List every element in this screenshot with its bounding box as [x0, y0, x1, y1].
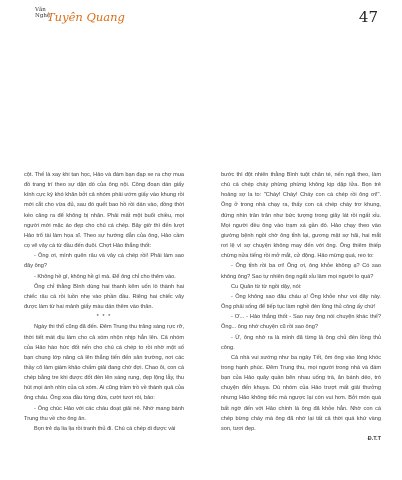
page-number: 47: [358, 8, 378, 26]
paragraph: Ngày thi thổ cũng đã đến. Đêm Trung thu trăng sáng rực rỡ, thời tiết mát dịu làm cho cả xóm nhộn nhịp hẳn lên. Cả nhóm của Hảo háo hức đốt nến cho chú cá chép to rồi nhờ một số bạn chung lớp nâng cả lên thẳng tiến đến sân trường, nơi các thầy cô làm giám khảo chấm giải đang chờ đợi. Chao ôi, con cá chép bằng tre khi được đốt đèn lên sáng rung, đẹp lộng lẫy, thu hút mọi ánh nhìn của cả xóm. Ai cũng trầm trồ về thành quả của ông cháu. Ông xoa đầu từng đứa, cười tươi rói, bảo:: [24, 324, 184, 402]
paragraph: - Ông không sao đâu cháu ạ! Ông khỏe như voi đây này. Ông phải sống để tiếp tục làm nghề đèn lồng thủ công ấy chứ!: [221, 293, 381, 311]
paragraph: - Không hề gì, không hề gì mà. Để ông chỉ cho thêm vào.: [34, 273, 176, 280]
author-signature: Đ.T.T: [367, 436, 381, 443]
logo-small-text: Văn Nghệ: [35, 7, 51, 19]
paragraph: Cả nhà vui sướng như ba ngày Tết, ôm ông vào lòng khóc trong hạnh phúc. Đêm Trung thu, mọi người trong nhà và đám bạn của Hảo quây quần bên nhau uống trà, ăn bánh dẻo, trò chuyện đến khuya. Dù nhóm của Hảo trượt mất giải thưởng nhưng Hảo không tiếc mà ngược lại còn vui hơn. Bởi món quà bất ngờ đến với Hảo chính là ông đã khỏe hẳn. Nhờ con cá chép bừng cháy mà ông đã nhớ lại tất cả thời quá khứ vàng son, tươi đẹp.: [221, 354, 381, 432]
section-divider: * * *: [96, 314, 112, 321]
right-column: [221, 170, 381, 444]
paragraph: - Ông chúc Hảo với các cháu đoạt giải nè. Nhớ mang bánh Trung thu về cho ông ăn.: [24, 405, 184, 422]
paragraph: - Ông ơi, mình quên râu và vây cá chép rồi! Phải làm sao đây ông?: [24, 253, 184, 270]
paragraph: Bọn trẻ dạ lia lịa rồi tranh thủ đi. Chú cá chép di được vài: [34, 425, 176, 432]
paragraph: - Ơ... - Hảo thắng thốt - Sao nay ông nói chuyện khác thế? Ông... ông nhớ chuyện cũ rồi sao ông?: [221, 314, 381, 331]
left-column: [24, 170, 184, 434]
logo-main-text: Tuyên Quang: [47, 10, 125, 24]
paragraph: Ông chỉ thằng Bình dùng hai thanh kẽm uốn lò thành hai chiếc râu cá rồi luồn nhẹ vào phần đầu. Riêng hai chiếc vây được làm từ hai mảnh giấy màu dán thêm vào thân.: [24, 283, 184, 311]
paragraph: cột. Thế là xay khi tan học, Hảo và đám bạn đạp xe ra chợ mua đồ trang trí theo sự dặn dò của ông nội. Công đoạn dán giấy kính cực kỳ khó khăn bởi cả nhóm phải ướm giấy vào khung rồi mới cắt cho vừa đủ, sau đó quết bao hồ rồi dán vào, đồng thời kéo căng ra để không bị nhăn. Phải mất một buổi chiều, mọi người mới mặc áo đẹp cho chú cá chép. Bây giờ thì đến lượt Hảo trổ tài làm họa sĩ. Theo sự hướng dẫn của ông, Hảo cầm cọ vẽ vây cá từ đầu đến đuôi. Chợt Hảo thắng thốt:: [24, 172, 184, 250]
paragraph: - Ông tỉnh rồi ba ơi! Ông ơi, ông khỏe không ạ? Có sao không ông? Sao tự nhiên ông ngất xỉu làm mọi người lo quá?: [221, 263, 381, 280]
paragraph: Cu Quân từ từ ngồi dậy, nói:: [231, 283, 302, 290]
paragraph: - Ừ, ông nhớ ra là mình đã từng là ông chủ đèn lồng thủ công.: [221, 334, 381, 351]
paragraph: bước thì đột nhiên thằng Bình tuột chân té, nến ngã theo, làm chú cá chép cháy phừng phừng không kịp dập lửa. Bọn trẻ hoảng sợ la to: "Cháy! Cháy! Cháy con cá chép rồi ông ơi!". Ông ở trong nhà chạy ra, thấy con cá chép cháy trơ khung, đứng nhìn trân trân như bức tượng trong giây lát rồi ngất xỉu. Mọi người đều ông vào trạm xá gần đó. Hảo chạy theo vào giường bệnh ngồi chờ ông tỉnh lại, gương mặt sợ hãi, hai mắt rơi lệ vì sợ chuyện không may đến với ông. Ông thiêm thiếp chừng nửa tiếng rồi mở mắt, cử động. Hảo mừng quá, reo to:: [221, 172, 381, 260]
